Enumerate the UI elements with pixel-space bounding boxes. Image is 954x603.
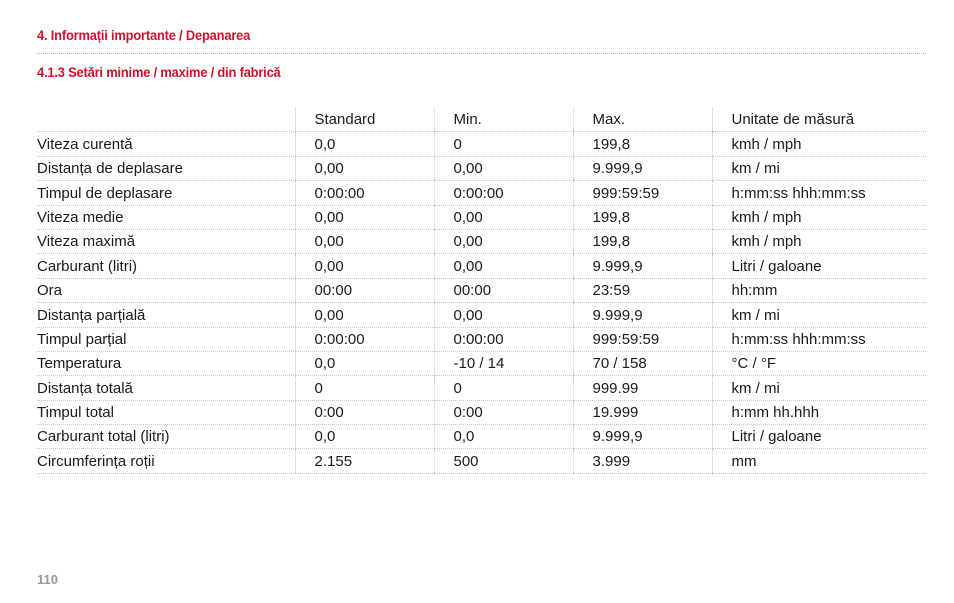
row-label: Viteza maximă <box>37 229 295 253</box>
table-cell: 0,00 <box>434 303 573 327</box>
table-row <box>37 449 926 473</box>
table-cell: 0:00:00 <box>434 181 573 205</box>
table-cell: 0 <box>434 376 573 400</box>
row-label: Timpul parțial <box>37 327 295 351</box>
table-cell: 9.999,9 <box>573 303 712 327</box>
table-cell: 0,00 <box>295 156 434 180</box>
table-cell: 0,0 <box>295 132 434 156</box>
table-cell: 0,00 <box>434 156 573 180</box>
table-cell: 0:00:00 <box>295 181 434 205</box>
table-cell: 23:59 <box>573 278 712 302</box>
table-cell: °C / °F <box>712 351 926 375</box>
table-cell: kmh / mph <box>712 132 926 156</box>
table-row <box>37 229 926 253</box>
table-cell: mm <box>712 449 926 473</box>
row-label: Distanța de deplasare <box>37 156 295 180</box>
table-cell: 0,00 <box>434 229 573 253</box>
column-header-2: Min. <box>434 108 573 132</box>
table-cell: Litri / galoane <box>712 254 926 278</box>
table-cell: h:mm:ss hhh:mm:ss <box>712 181 926 205</box>
table-cell: 0:00 <box>434 400 573 424</box>
table-row <box>37 205 926 229</box>
table-cell: 199,8 <box>573 205 712 229</box>
table-cell: 19.999 <box>573 400 712 424</box>
table-cell: 3.999 <box>573 449 712 473</box>
row-label: Circumferința roții <box>37 449 295 473</box>
row-label: Viteza medie <box>37 205 295 229</box>
table-cell: 00:00 <box>295 278 434 302</box>
table-row <box>37 351 926 375</box>
table-cell: 0 <box>295 376 434 400</box>
table-row <box>37 278 926 302</box>
table-row <box>37 303 926 327</box>
table-cell: 0:00 <box>295 400 434 424</box>
table-cell: 0,00 <box>434 254 573 278</box>
table-cell: km / mi <box>712 156 926 180</box>
row-label: Carburant (litri) <box>37 254 295 278</box>
table-cell: hh:mm <box>712 278 926 302</box>
table-cell: -10 / 14 <box>434 351 573 375</box>
table-body <box>37 132 926 473</box>
page-number: 110 <box>37 572 58 587</box>
table-cell: 0,00 <box>434 205 573 229</box>
table-cell: 0,0 <box>295 425 434 449</box>
row-label: Timpul de deplasare <box>37 181 295 205</box>
table-row <box>37 400 926 424</box>
table-cell: 0,00 <box>295 205 434 229</box>
table-cell: Litri / galoane <box>712 425 926 449</box>
table-cell: 0,0 <box>434 425 573 449</box>
row-label: Carburant total (litri) <box>37 425 295 449</box>
table-cell: 0,00 <box>295 303 434 327</box>
divider <box>37 53 926 54</box>
table-cell: 999:59:59 <box>573 181 712 205</box>
table-row <box>37 425 926 449</box>
table-header-row <box>37 108 926 132</box>
table-cell: km / mi <box>712 376 926 400</box>
table-cell: 0,0 <box>295 351 434 375</box>
table-cell: kmh / mph <box>712 229 926 253</box>
table-cell: 999:59:59 <box>573 327 712 351</box>
column-header-3: Max. <box>573 108 712 132</box>
table-cell: kmh / mph <box>712 205 926 229</box>
table-row <box>37 181 926 205</box>
table-row <box>37 254 926 278</box>
table-row <box>37 132 926 156</box>
table-cell: 70 / 158 <box>573 351 712 375</box>
table-row <box>37 327 926 351</box>
row-label: Ora <box>37 278 295 302</box>
table-cell: 500 <box>434 449 573 473</box>
table-cell: h:mm hh.hhh <box>712 400 926 424</box>
table-cell: h:mm:ss hhh:mm:ss <box>712 327 926 351</box>
column-header-4: Unitate de măsură <box>712 108 926 132</box>
table-cell: 00:00 <box>434 278 573 302</box>
table-cell: 2.155 <box>295 449 434 473</box>
table-row <box>37 376 926 400</box>
subsection-title: 4.1.3 Setări minime / maxime / din fabrică <box>37 64 281 80</box>
table-cell: 9.999,9 <box>573 156 712 180</box>
row-label: Distanța parțială <box>37 303 295 327</box>
section-title: 4. Informații importante / Depanarea <box>37 27 251 43</box>
column-header-1: Standard <box>295 108 434 132</box>
table-row <box>37 156 926 180</box>
table-cell: 9.999,9 <box>573 254 712 278</box>
row-label: Distanța totală <box>37 376 295 400</box>
table-cell: 199,8 <box>573 132 712 156</box>
settings-table <box>37 108 926 474</box>
row-label: Timpul total <box>37 400 295 424</box>
table-cell: 0,00 <box>295 229 434 253</box>
table-cell: 0,00 <box>295 254 434 278</box>
table-cell: 0 <box>434 132 573 156</box>
row-label: Viteza curentă <box>37 132 295 156</box>
table-cell: 0:00:00 <box>434 327 573 351</box>
table-cell: 0:00:00 <box>295 327 434 351</box>
column-header-0 <box>37 108 295 132</box>
row-label: Temperatura <box>37 351 295 375</box>
table-cell: 199,8 <box>573 229 712 253</box>
table-cell: 999.99 <box>573 376 712 400</box>
table-cell: km / mi <box>712 303 926 327</box>
table-cell: 9.999,9 <box>573 425 712 449</box>
